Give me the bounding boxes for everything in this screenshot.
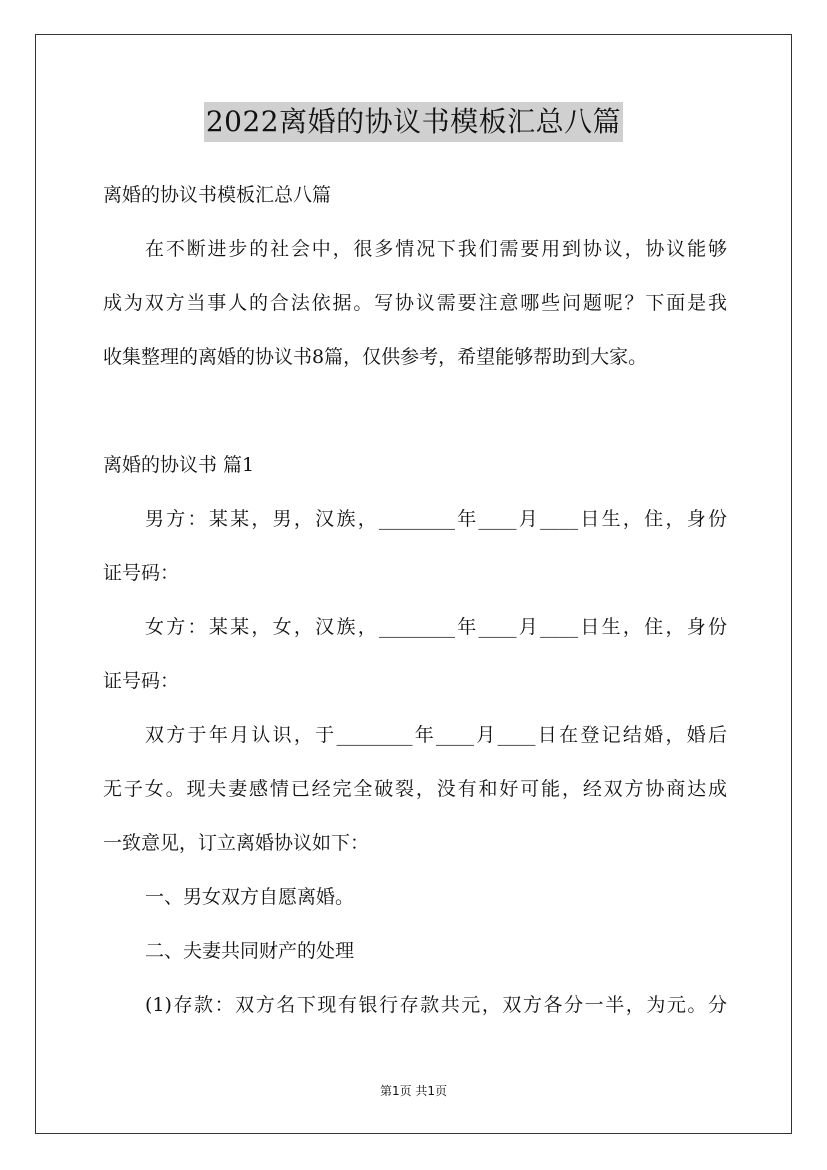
- intro-paragraph-line: 成为双方当事人的合法依据。写协议需要注意哪些问题呢？下面是我: [103, 292, 727, 314]
- page-footer: 第1页 共1页: [379, 1084, 448, 1098]
- female-party-line: 女方：某某，女，汉族，________年____月____日生，住，身份: [145, 616, 727, 638]
- female-party-line: 证号码：: [103, 670, 180, 692]
- clause-line: 一、男女双方自愿离婚。: [145, 886, 355, 908]
- intro-paragraph-line: 收集整理的离婚的协议书8篇，仅供参考，希望能够帮助到大家。: [103, 346, 648, 368]
- subtitle-line: 离婚的协议书模板汇总八篇: [103, 184, 332, 206]
- clause-line: (1)存款：双方名下现有银行存款共元，双方各分一半，为元。分: [145, 994, 727, 1016]
- male-party-line: 男方：某某，男，汉族，________年____月____日生，住，身份: [145, 508, 727, 530]
- marriage-paragraph-line: 一致意见，订立离婚协议如下：: [103, 832, 370, 854]
- marriage-paragraph-line: 双方于年月认识，于________年____月____日在登记结婚，婚后: [145, 724, 727, 746]
- document-title: 2022离婚的协议书模板汇总八篇: [204, 102, 623, 142]
- section-heading: 离婚的协议书 篇1: [103, 454, 255, 476]
- male-party-line: 证号码：: [103, 562, 180, 584]
- intro-paragraph-line: 在不断进步的社会中，很多情况下我们需要用到协议，协议能够: [145, 238, 727, 260]
- marriage-paragraph-line: 无子女。现夫妻感情已经完全破裂，没有和好可能，经双方协商达成: [103, 778, 727, 800]
- clause-line: 二、夫妻共同财产的处理: [145, 940, 355, 962]
- title-container: [0, 102, 827, 142]
